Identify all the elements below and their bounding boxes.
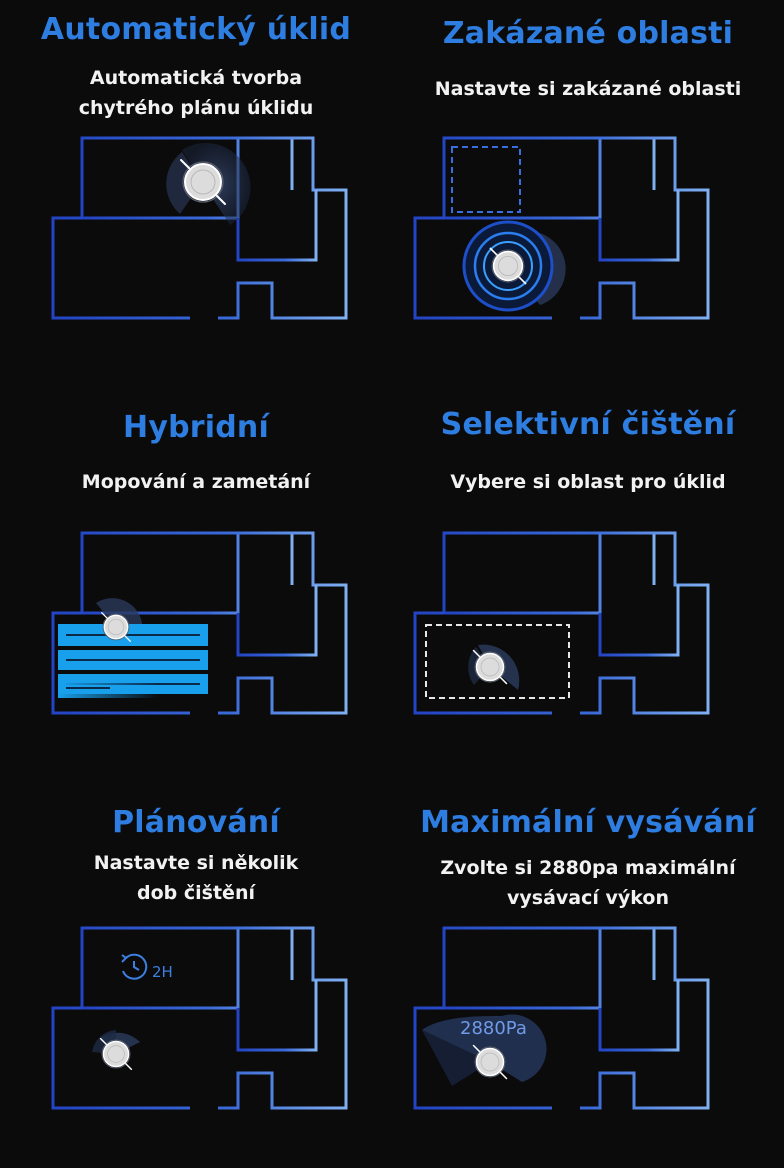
feature-scheduling — [0, 790, 392, 1168]
feature-subtitle: Nastavte si zakázané oblasti — [434, 78, 742, 100]
feature-no-go-zones — [392, 0, 784, 378]
mop-paths — [58, 624, 208, 698]
feature-auto-clean — [0, 0, 392, 378]
feature-subtitle: Vybere si oblast pro úklid — [450, 471, 726, 493]
floorplan-map — [0, 395, 392, 773]
clock-icon — [122, 955, 146, 979]
floorplan-map — [0, 790, 392, 1168]
floorplan-map — [0, 0, 392, 378]
feature-title: Plánování — [112, 805, 280, 840]
floorplan-map — [392, 790, 784, 1168]
feature-hybrid — [0, 395, 392, 773]
feature-subtitle: Mopování a zametání — [81, 471, 311, 493]
feature-title: Zakázané oblasti — [442, 16, 734, 51]
feature-title: Selektivní čištění — [440, 407, 736, 442]
feature-subtitle: Zvolte si 2880pa maximální vysávací výkon — [440, 857, 736, 909]
feature-subtitle: Nastavte si několik dob čištění — [93, 852, 299, 904]
feature-title: Maximální vysávání — [420, 805, 756, 840]
floorplan-map — [392, 0, 784, 378]
timer-label: 2H — [152, 963, 173, 981]
feature-max-suction — [392, 790, 784, 1168]
feature-subtitle: Automatická tvorba chytrého plánu úklidu — [78, 67, 314, 119]
feature-title: Automatický úklid — [40, 12, 352, 47]
floorplan-map — [392, 395, 784, 773]
feature-title: Hybridní — [123, 410, 269, 445]
feature-selective-clean — [392, 395, 784, 773]
suction-label: 2880Pa — [460, 1018, 527, 1039]
